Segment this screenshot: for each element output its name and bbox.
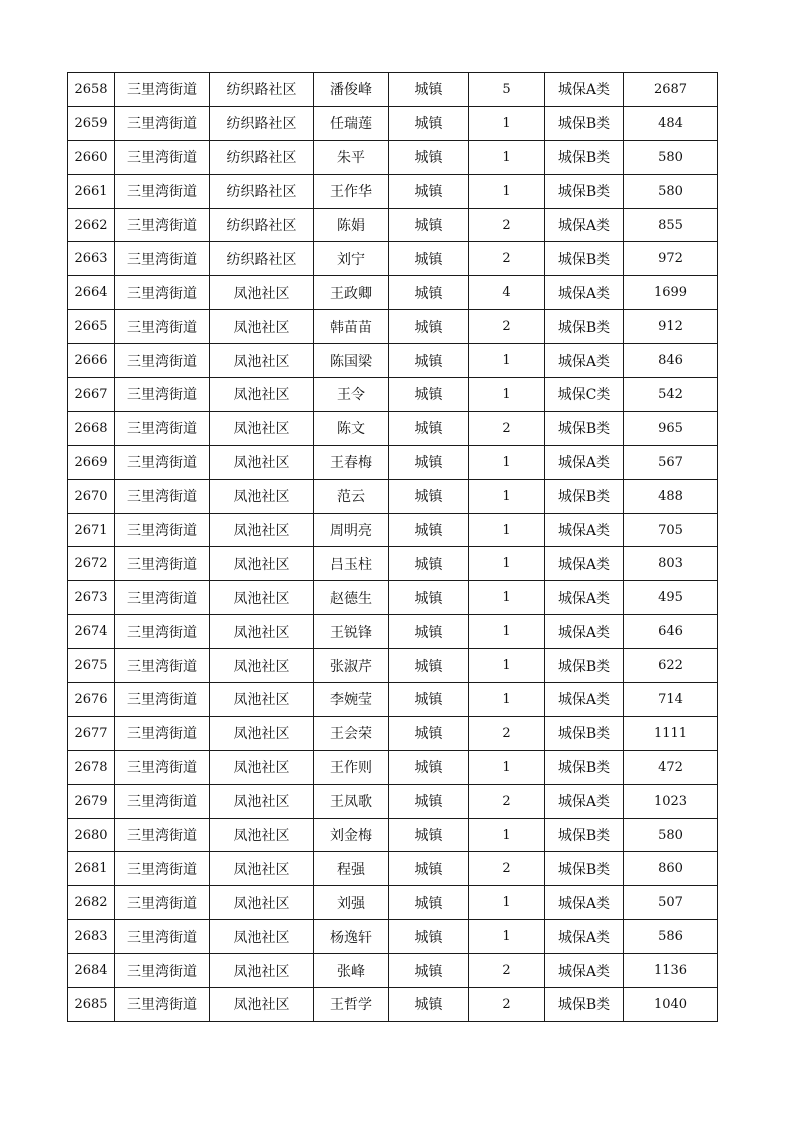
cell-amount: 1040 [624, 988, 718, 1022]
cell-household-size: 1 [469, 581, 545, 615]
cell-community: 纺织路社区 [210, 242, 314, 276]
cell-area-type: 城镇 [389, 106, 469, 140]
cell-street: 三里湾街道 [115, 920, 210, 954]
cell-category: 城保B类 [545, 242, 624, 276]
cell-street: 三里湾街道 [115, 242, 210, 276]
table-row [68, 615, 718, 649]
cell-serial-number: 2663 [68, 242, 115, 276]
cell-amount: 472 [624, 750, 718, 784]
cell-serial-number: 2662 [68, 208, 115, 242]
cell-area-type: 城镇 [389, 242, 469, 276]
cell-area-type: 城镇 [389, 445, 469, 479]
cell-serial-number: 2672 [68, 547, 115, 581]
cell-street: 三里湾街道 [115, 208, 210, 242]
cell-serial-number: 2677 [68, 716, 115, 750]
cell-community: 纺织路社区 [210, 140, 314, 174]
beneficiary-table [67, 72, 718, 1022]
cell-community: 凤池社区 [210, 411, 314, 445]
cell-category: 城保B类 [545, 818, 624, 852]
cell-community: 凤池社区 [210, 547, 314, 581]
cell-household-size: 2 [469, 242, 545, 276]
cell-serial-number: 2681 [68, 852, 115, 886]
cell-amount: 705 [624, 513, 718, 547]
cell-name: 陈文 [314, 411, 389, 445]
cell-amount: 912 [624, 310, 718, 344]
cell-category: 城保B类 [545, 106, 624, 140]
cell-street: 三里湾街道 [115, 547, 210, 581]
cell-area-type: 城镇 [389, 344, 469, 378]
cell-category: 城保C类 [545, 378, 624, 412]
cell-name: 吕玉柱 [314, 547, 389, 581]
cell-street: 三里湾街道 [115, 818, 210, 852]
cell-household-size: 2 [469, 988, 545, 1022]
cell-street: 三里湾街道 [115, 344, 210, 378]
cell-street: 三里湾街道 [115, 174, 210, 208]
cell-area-type: 城镇 [389, 378, 469, 412]
cell-street: 三里湾街道 [115, 988, 210, 1022]
cell-community: 凤池社区 [210, 479, 314, 513]
table-row [68, 683, 718, 717]
cell-household-size: 4 [469, 276, 545, 310]
cell-category: 城保A类 [545, 581, 624, 615]
table-row [68, 750, 718, 784]
cell-category: 城保B类 [545, 174, 624, 208]
cell-amount: 580 [624, 174, 718, 208]
cell-community: 凤池社区 [210, 954, 314, 988]
cell-community: 凤池社区 [210, 988, 314, 1022]
cell-amount: 1136 [624, 954, 718, 988]
cell-category: 城保A类 [545, 615, 624, 649]
table-row [68, 988, 718, 1022]
cell-name: 王春梅 [314, 445, 389, 479]
cell-area-type: 城镇 [389, 208, 469, 242]
cell-name: 王哲学 [314, 988, 389, 1022]
cell-community: 纺织路社区 [210, 208, 314, 242]
cell-household-size: 1 [469, 378, 545, 412]
table-row [68, 106, 718, 140]
cell-category: 城保B类 [545, 716, 624, 750]
cell-community: 纺织路社区 [210, 174, 314, 208]
cell-category: 城保A类 [545, 683, 624, 717]
cell-amount: 1023 [624, 784, 718, 818]
cell-community: 凤池社区 [210, 378, 314, 412]
cell-serial-number: 2661 [68, 174, 115, 208]
cell-serial-number: 2669 [68, 445, 115, 479]
cell-community: 凤池社区 [210, 920, 314, 954]
cell-area-type: 城镇 [389, 513, 469, 547]
cell-name: 范云 [314, 479, 389, 513]
cell-community: 凤池社区 [210, 750, 314, 784]
cell-community: 凤池社区 [210, 784, 314, 818]
cell-category: 城保B类 [545, 310, 624, 344]
cell-category: 城保A类 [545, 513, 624, 547]
cell-amount: 507 [624, 886, 718, 920]
table-row [68, 818, 718, 852]
cell-name: 杨逸轩 [314, 920, 389, 954]
cell-area-type: 城镇 [389, 716, 469, 750]
cell-name: 刘金梅 [314, 818, 389, 852]
cell-area-type: 城镇 [389, 174, 469, 208]
cell-serial-number: 2660 [68, 140, 115, 174]
cell-amount: 542 [624, 378, 718, 412]
cell-household-size: 2 [469, 716, 545, 750]
cell-category: 城保A类 [545, 208, 624, 242]
table-row [68, 581, 718, 615]
cell-category: 城保A类 [545, 73, 624, 107]
cell-area-type: 城镇 [389, 920, 469, 954]
cell-amount: 580 [624, 818, 718, 852]
table-row [68, 140, 718, 174]
cell-area-type: 城镇 [389, 750, 469, 784]
table-row [68, 547, 718, 581]
cell-community: 凤池社区 [210, 852, 314, 886]
cell-street: 三里湾街道 [115, 784, 210, 818]
cell-amount: 972 [624, 242, 718, 276]
cell-household-size: 2 [469, 954, 545, 988]
cell-category: 城保A类 [545, 784, 624, 818]
cell-amount: 803 [624, 547, 718, 581]
cell-household-size: 1 [469, 886, 545, 920]
cell-category: 城保A类 [545, 344, 624, 378]
cell-household-size: 2 [469, 852, 545, 886]
cell-household-size: 1 [469, 445, 545, 479]
cell-category: 城保B类 [545, 750, 624, 784]
cell-street: 三里湾街道 [115, 716, 210, 750]
cell-street: 三里湾街道 [115, 954, 210, 988]
cell-household-size: 2 [469, 411, 545, 445]
cell-community: 凤池社区 [210, 310, 314, 344]
cell-category: 城保A类 [545, 886, 624, 920]
cell-area-type: 城镇 [389, 988, 469, 1022]
table-row [68, 276, 718, 310]
cell-amount: 484 [624, 106, 718, 140]
cell-street: 三里湾街道 [115, 581, 210, 615]
table-row [68, 174, 718, 208]
cell-community: 纺织路社区 [210, 106, 314, 140]
cell-household-size: 2 [469, 208, 545, 242]
cell-name: 王锐锋 [314, 615, 389, 649]
cell-area-type: 城镇 [389, 581, 469, 615]
cell-name: 周明亮 [314, 513, 389, 547]
cell-community: 凤池社区 [210, 649, 314, 683]
cell-name: 张淑芹 [314, 649, 389, 683]
cell-street: 三里湾街道 [115, 73, 210, 107]
cell-name: 潘俊峰 [314, 73, 389, 107]
cell-street: 三里湾街道 [115, 750, 210, 784]
cell-household-size: 1 [469, 174, 545, 208]
cell-serial-number: 2685 [68, 988, 115, 1022]
cell-household-size: 1 [469, 479, 545, 513]
cell-serial-number: 2678 [68, 750, 115, 784]
cell-street: 三里湾街道 [115, 378, 210, 412]
cell-area-type: 城镇 [389, 479, 469, 513]
cell-amount: 2687 [624, 73, 718, 107]
cell-name: 王作则 [314, 750, 389, 784]
cell-street: 三里湾街道 [115, 276, 210, 310]
cell-category: 城保B类 [545, 411, 624, 445]
cell-street: 三里湾街道 [115, 683, 210, 717]
table-row [68, 716, 718, 750]
cell-serial-number: 2682 [68, 886, 115, 920]
table-row [68, 479, 718, 513]
cell-street: 三里湾街道 [115, 140, 210, 174]
cell-amount: 965 [624, 411, 718, 445]
cell-category: 城保A类 [545, 547, 624, 581]
cell-amount: 580 [624, 140, 718, 174]
cell-household-size: 2 [469, 310, 545, 344]
table-row [68, 310, 718, 344]
cell-community: 凤池社区 [210, 615, 314, 649]
cell-serial-number: 2679 [68, 784, 115, 818]
cell-amount: 846 [624, 344, 718, 378]
cell-serial-number: 2670 [68, 479, 115, 513]
cell-street: 三里湾街道 [115, 106, 210, 140]
cell-category: 城保B类 [545, 479, 624, 513]
cell-serial-number: 2667 [68, 378, 115, 412]
cell-street: 三里湾街道 [115, 852, 210, 886]
cell-community: 凤池社区 [210, 513, 314, 547]
cell-community: 凤池社区 [210, 886, 314, 920]
table-row [68, 344, 718, 378]
cell-amount: 1699 [624, 276, 718, 310]
cell-serial-number: 2684 [68, 954, 115, 988]
table-row [68, 411, 718, 445]
table-row [68, 920, 718, 954]
cell-community: 凤池社区 [210, 818, 314, 852]
cell-name: 王作华 [314, 174, 389, 208]
cell-category: 城保A类 [545, 445, 624, 479]
cell-name: 朱平 [314, 140, 389, 174]
cell-area-type: 城镇 [389, 73, 469, 107]
cell-name: 王令 [314, 378, 389, 412]
cell-area-type: 城镇 [389, 276, 469, 310]
cell-category: 城保B类 [545, 140, 624, 174]
cell-area-type: 城镇 [389, 784, 469, 818]
cell-community: 凤池社区 [210, 581, 314, 615]
cell-area-type: 城镇 [389, 140, 469, 174]
cell-household-size: 1 [469, 547, 545, 581]
cell-household-size: 1 [469, 140, 545, 174]
cell-name: 韩苗苗 [314, 310, 389, 344]
cell-street: 三里湾街道 [115, 479, 210, 513]
table-row [68, 73, 718, 107]
document-page [67, 72, 717, 1022]
cell-name: 程强 [314, 852, 389, 886]
cell-name: 张峰 [314, 954, 389, 988]
cell-street: 三里湾街道 [115, 310, 210, 344]
cell-street: 三里湾街道 [115, 411, 210, 445]
cell-household-size: 1 [469, 649, 545, 683]
table-row [68, 649, 718, 683]
cell-amount: 1111 [624, 716, 718, 750]
cell-community: 凤池社区 [210, 445, 314, 479]
cell-category: 城保B类 [545, 988, 624, 1022]
cell-serial-number: 2675 [68, 649, 115, 683]
cell-household-size: 1 [469, 818, 545, 852]
cell-household-size: 2 [469, 784, 545, 818]
cell-amount: 646 [624, 615, 718, 649]
cell-amount: 860 [624, 852, 718, 886]
cell-name: 刘宁 [314, 242, 389, 276]
cell-serial-number: 2665 [68, 310, 115, 344]
table-row [68, 378, 718, 412]
cell-amount: 488 [624, 479, 718, 513]
cell-name: 任瑞莲 [314, 106, 389, 140]
cell-area-type: 城镇 [389, 411, 469, 445]
cell-household-size: 1 [469, 750, 545, 784]
cell-amount: 495 [624, 581, 718, 615]
table-row [68, 852, 718, 886]
table-body [68, 73, 718, 1022]
cell-name: 王政卿 [314, 276, 389, 310]
cell-name: 王凤歌 [314, 784, 389, 818]
cell-area-type: 城镇 [389, 547, 469, 581]
table-row [68, 954, 718, 988]
cell-household-size: 1 [469, 513, 545, 547]
cell-household-size: 1 [469, 920, 545, 954]
cell-area-type: 城镇 [389, 954, 469, 988]
cell-amount: 567 [624, 445, 718, 479]
cell-name: 王会荣 [314, 716, 389, 750]
cell-area-type: 城镇 [389, 886, 469, 920]
cell-amount: 586 [624, 920, 718, 954]
cell-serial-number: 2658 [68, 73, 115, 107]
cell-name: 赵德生 [314, 581, 389, 615]
cell-household-size: 5 [469, 73, 545, 107]
cell-street: 三里湾街道 [115, 649, 210, 683]
cell-category: 城保A类 [545, 920, 624, 954]
table-row [68, 445, 718, 479]
table-row [68, 513, 718, 547]
cell-area-type: 城镇 [389, 818, 469, 852]
cell-area-type: 城镇 [389, 649, 469, 683]
cell-area-type: 城镇 [389, 852, 469, 886]
cell-household-size: 1 [469, 344, 545, 378]
cell-name: 陈娟 [314, 208, 389, 242]
cell-serial-number: 2668 [68, 411, 115, 445]
cell-amount: 622 [624, 649, 718, 683]
cell-amount: 714 [624, 683, 718, 717]
cell-serial-number: 2671 [68, 513, 115, 547]
cell-area-type: 城镇 [389, 683, 469, 717]
cell-household-size: 1 [469, 106, 545, 140]
cell-area-type: 城镇 [389, 615, 469, 649]
table-row [68, 242, 718, 276]
cell-community: 凤池社区 [210, 344, 314, 378]
cell-community: 纺织路社区 [210, 73, 314, 107]
table-row [68, 886, 718, 920]
cell-household-size: 1 [469, 615, 545, 649]
cell-amount: 855 [624, 208, 718, 242]
cell-street: 三里湾街道 [115, 513, 210, 547]
cell-community: 凤池社区 [210, 683, 314, 717]
cell-serial-number: 2676 [68, 683, 115, 717]
cell-street: 三里湾街道 [115, 445, 210, 479]
cell-serial-number: 2673 [68, 581, 115, 615]
cell-name: 刘强 [314, 886, 389, 920]
cell-street: 三里湾街道 [115, 615, 210, 649]
cell-serial-number: 2683 [68, 920, 115, 954]
cell-serial-number: 2664 [68, 276, 115, 310]
cell-serial-number: 2659 [68, 106, 115, 140]
table-row [68, 784, 718, 818]
cell-name: 李婉莹 [314, 683, 389, 717]
table-row [68, 208, 718, 242]
cell-serial-number: 2674 [68, 615, 115, 649]
cell-community: 凤池社区 [210, 716, 314, 750]
cell-name: 陈国梁 [314, 344, 389, 378]
cell-category: 城保B类 [545, 649, 624, 683]
cell-category: 城保A类 [545, 954, 624, 988]
cell-street: 三里湾街道 [115, 886, 210, 920]
cell-community: 凤池社区 [210, 276, 314, 310]
cell-serial-number: 2666 [68, 344, 115, 378]
cell-category: 城保A类 [545, 276, 624, 310]
cell-serial-number: 2680 [68, 818, 115, 852]
cell-household-size: 1 [469, 683, 545, 717]
cell-category: 城保B类 [545, 852, 624, 886]
cell-area-type: 城镇 [389, 310, 469, 344]
